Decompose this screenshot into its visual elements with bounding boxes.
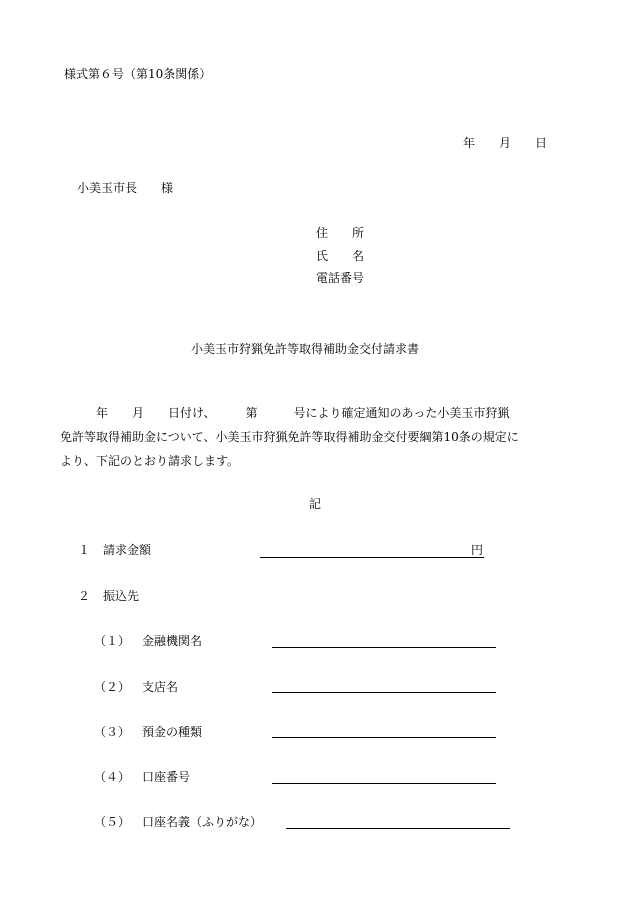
sub-item-number: （１）: [94, 634, 131, 648]
deposit-type-underline[interactable]: [272, 737, 496, 738]
sub-item-number: （４）: [94, 770, 131, 784]
item1-number: １: [78, 543, 91, 557]
sub-item-label: 支店名: [142, 680, 179, 694]
body-line-2: 免許等取得補助金について、小美玉市狩猟免許等取得補助金交付要綱第10条の規定に: [60, 430, 519, 444]
body-line-1: 年 月 日付け、 第 号により確定通知のあった小美玉市狩猟: [60, 406, 510, 420]
sub-item-label: 金融機関名: [142, 634, 203, 648]
account-holder-underline[interactable]: [286, 828, 510, 829]
address-label: 住 所: [316, 226, 365, 240]
phone-label: 電話番号: [316, 271, 365, 285]
item2-label: 振込先: [103, 589, 140, 603]
body-line-3: より、下記のとおり請求します。: [60, 454, 240, 468]
document-title: 小美玉市狩猟免許等取得補助金交付請求書: [191, 342, 420, 356]
date-line: 年 月 日: [463, 136, 548, 150]
bank-name-underline[interactable]: [272, 647, 496, 648]
sub-item-number: （５）: [94, 815, 131, 829]
name-label: 氏 名: [316, 249, 365, 263]
sub-item-number: （３）: [94, 725, 131, 739]
form-number: 様式第６号（第10条関係）: [64, 67, 212, 81]
addressee: 小美玉市長 様: [77, 181, 174, 195]
amount-underline[interactable]: [260, 557, 484, 558]
sub-item-label: 口座番号: [142, 770, 191, 784]
item1-label: 請求金額: [103, 543, 152, 557]
sub-item-label: 口座名義（ふりがな）: [142, 815, 263, 829]
sub-item-number: （２）: [94, 680, 131, 694]
yen-unit: 円: [471, 543, 484, 557]
branch-name-underline[interactable]: [272, 692, 496, 693]
account-number-underline[interactable]: [272, 783, 496, 784]
sub-item-label: 預金の種類: [142, 725, 203, 739]
ki-heading: 記: [309, 497, 322, 511]
item2-number: ２: [78, 589, 91, 603]
